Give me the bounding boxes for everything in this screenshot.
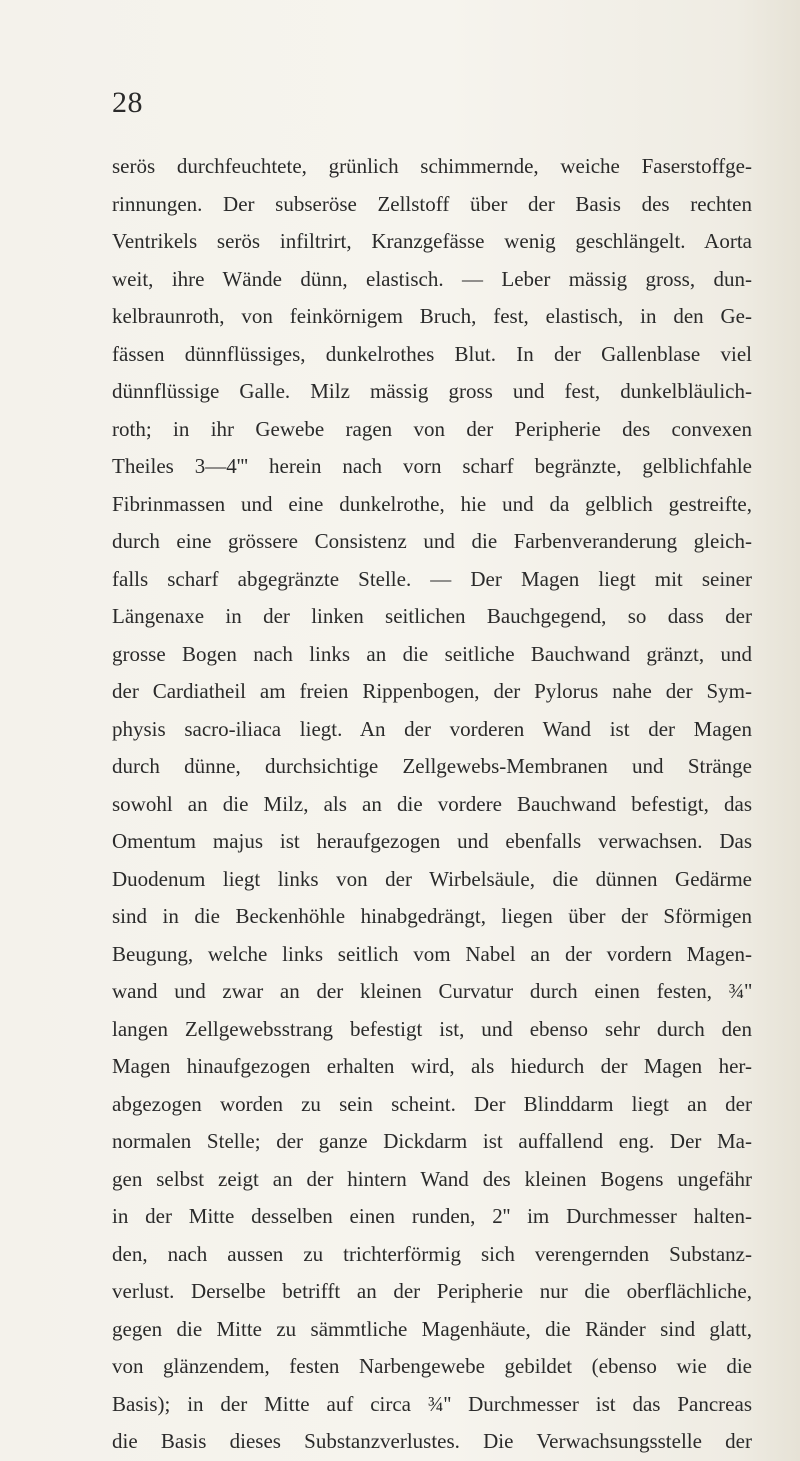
text-line: Omentum majus ist heraufgezogen und ebenfalls verwachsen. Das <box>112 829 752 853</box>
text-line: gen selbst zeigt an der hintern Wand des kleinen Bogens ungefähr <box>112 1166 752 1191</box>
page-number: 28 <box>112 86 143 119</box>
text-line: gegen die Mitte zu sämmtliche Magenhäute, die Ränder sind glatt, <box>112 1316 752 1341</box>
text-line: grosse Bogen nach links an die seitliche Bauchwand gränzt, und <box>112 641 752 666</box>
text-line: Längenaxe in der linken seitlichen Bauchgegend, so dass der <box>112 604 752 628</box>
text-line: sowohl an die Milz, als an die vordere Bauchwand befestigt, das <box>112 791 752 816</box>
text-line: fässen dünnflüssiges, dunkelrothes Blut. In der Gallenblase viel <box>112 341 752 366</box>
text-line: physis sacro-iliaca liegt. An der vorderen Wand ist der Magen <box>112 716 752 741</box>
text-line: abgezogen worden zu sein scheint. Der Blinddarm liegt an der <box>112 1091 752 1116</box>
text-line: Ventrikels serös infiltrirt, Kranzgefässe wenig geschlängelt. Aorta <box>112 229 752 253</box>
text-line: Fibrinmassen und eine dunkelrothe, hie und da gelblich gestreifte, <box>112 491 752 516</box>
text-line: verlust. Derselbe betrifft an der Peripherie nur die oberflächliche, <box>112 1279 752 1303</box>
text-line: serös durchfeuchtete, grünlich schimmernde, weiche Faserstoffge- <box>112 154 752 178</box>
text-line: rinnungen. Der subseröse Zellstoff über der Basis des rechten <box>112 191 752 216</box>
body-text <box>112 148 752 1461</box>
text-line: falls scharf abgegränzte Stelle. — Der Magen liegt mit seiner <box>112 566 752 591</box>
text-line: langen Zellgewebsstrang befestigt ist, und ebenso sehr durch den <box>112 1016 752 1041</box>
text-line: die Basis dieses Substanzverlustes. Die Verwachsungsstelle der <box>112 1429 752 1453</box>
text-line: den, nach aussen zu trichterförmig sich verengernden Substanz- <box>112 1241 752 1266</box>
text-line: durch dünne, durchsichtige Zellgewebs-Membranen und Stränge <box>112 754 752 778</box>
text-line: wand und zwar an der kleinen Curvatur durch einen festen, ¾'' <box>112 979 752 1003</box>
text-line: kelbraunroth, von feinkörnigem Bruch, fest, elastisch, in den Ge- <box>112 304 752 328</box>
text-line: roth; in ihr Gewebe ragen von der Peripherie des convexen <box>112 416 752 441</box>
text-line: von glänzendem, festen Narbengewebe gebildet (ebenso wie die <box>112 1354 752 1378</box>
text-line: sind in die Beckenhöhle hinabgedrängt, liegen über der Sförmigen <box>112 904 752 928</box>
text-line: Magen hinaufgezogen erhalten wird, als hiedurch der Magen her- <box>112 1054 752 1078</box>
text-line: Theiles 3—4''' herein nach vorn scharf begränzte, gelblichfahle <box>112 454 752 478</box>
text-line: der Cardiatheil am freien Rippenbogen, der Pylorus nahe der Sym- <box>112 679 752 703</box>
text-line: Basis); in der Mitte auf circa ¾'' Durchmesser ist das Pancreas <box>112 1391 752 1416</box>
text-line: durch eine grössere Consistenz und die Farbenveranderung gleich- <box>112 529 752 553</box>
text-line: weit, ihre Wände dünn, elastisch. — Leber mässig gross, dun- <box>112 266 752 291</box>
text-line: dünnflüssige Galle. Milz mässig gross und fest, dunkelbläulich- <box>112 379 752 403</box>
text-line: normalen Stelle; der ganze Dickdarm ist auffallend eng. Der Ma- <box>112 1129 752 1153</box>
text-line: Beugung, welche links seitlich vom Nabel an der vordern Magen- <box>112 941 752 966</box>
text-line: Duodenum liegt links von der Wirbelsäule, die dünnen Gedärme <box>112 866 752 891</box>
text-line: in der Mitte desselben einen runden, 2'' im Durchmesser halten- <box>112 1204 752 1228</box>
